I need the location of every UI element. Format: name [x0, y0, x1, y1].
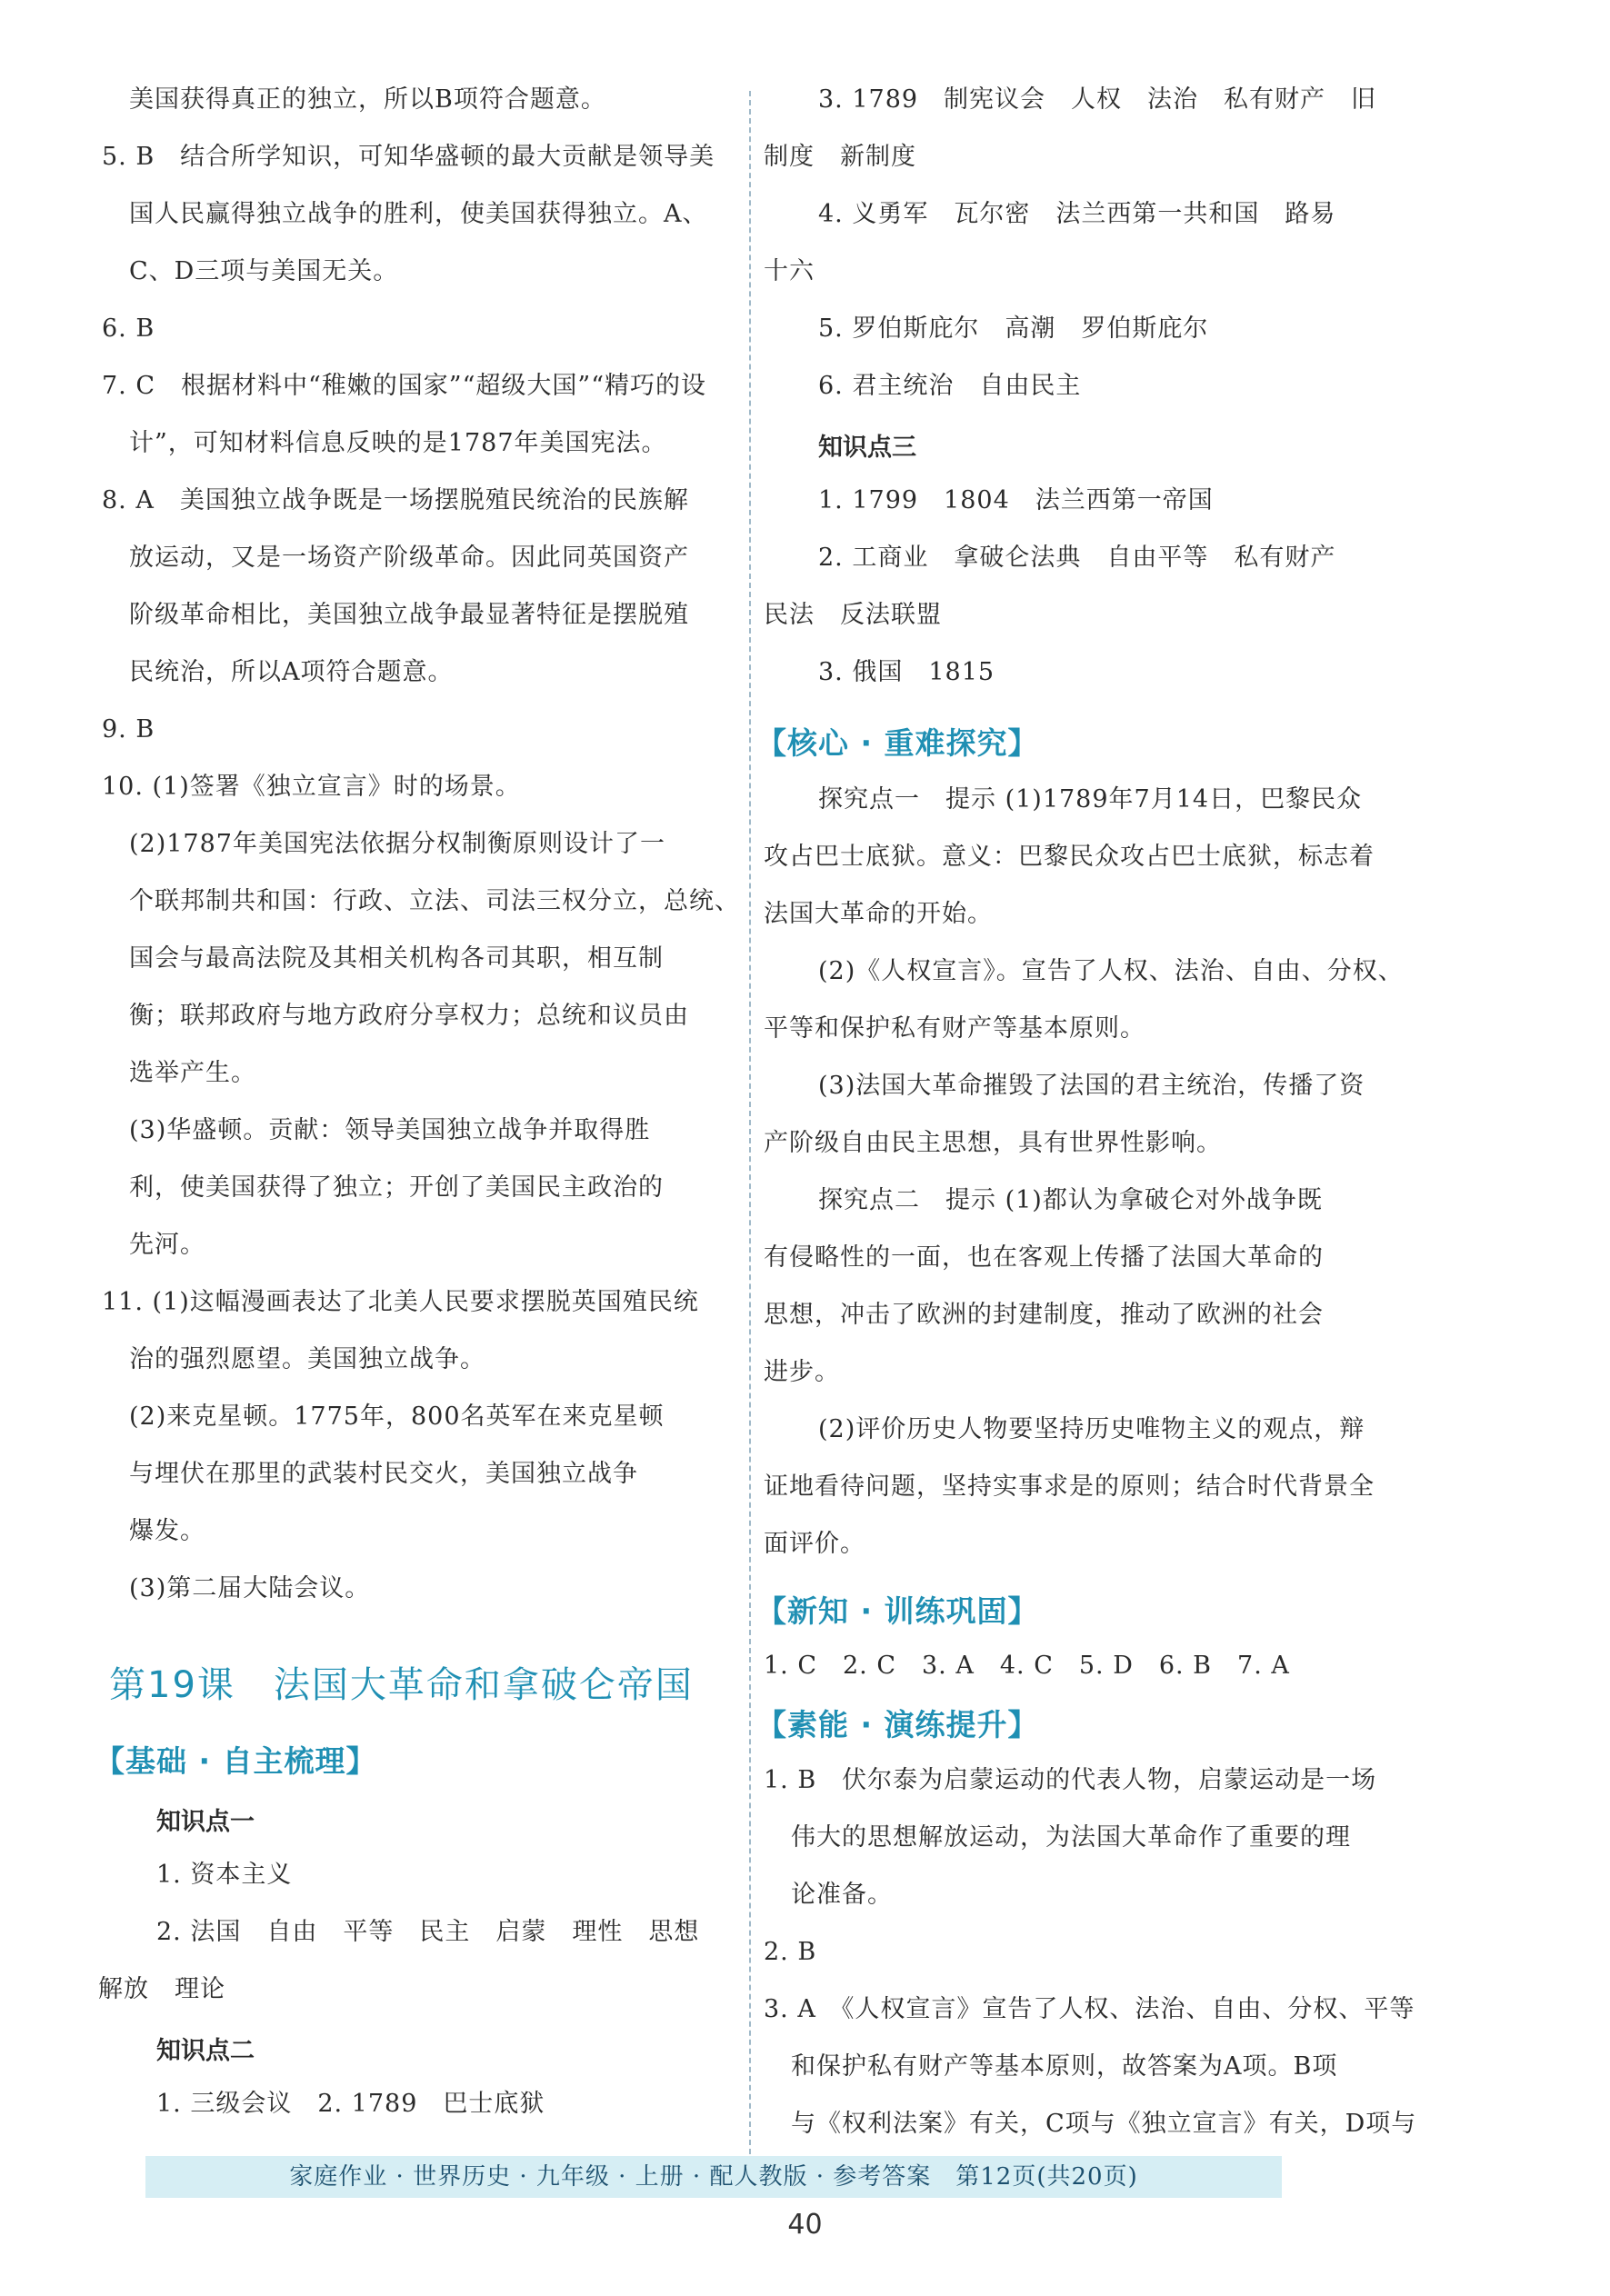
answer-line: 攻占巴士底狱。意义：巴黎民众攻占巴士底狱，标志着 — [764, 843, 1375, 871]
answer-line: 阶级革命相比，美国独立战争最显著特征是摆脱殖 — [129, 601, 689, 629]
answer-line: 论准备。 — [791, 1881, 893, 1909]
answer-line: 与《权利法案》有关，C项与《独立宣言》有关，D项与 — [791, 2110, 1417, 2138]
answer-line: 民法 反法联盟 — [764, 601, 942, 629]
answer-line: 2. 工商业 拿破仑法典 自由平等 私有财产 — [818, 544, 1336, 572]
answer-line: 思想，冲击了欧洲的封建制度，推动了欧洲的社会 — [764, 1301, 1324, 1329]
answer-line: 4. 义勇军 瓦尔密 法兰西第一共和国 路易 — [818, 200, 1336, 228]
answer-line: (3)第二届大陆会议。 — [129, 1574, 371, 1602]
answer-line: 爆发。 — [129, 1517, 205, 1545]
section-new-heading: 【新知 · 训练巩固】 — [756, 1593, 1039, 1629]
answer-line: 5. 罗伯斯庇尔 高潮 罗伯斯庇尔 — [818, 314, 1209, 343]
answer-line: (2)来克星顿。1775年，800名英军在来克星顿 — [129, 1403, 665, 1431]
answer-line: 计”，可知材料信息反映的是1787年美国宪法。 — [129, 429, 667, 457]
answer-line: 伟大的思想解放运动，为法国大革命作了重要的理 — [791, 1823, 1351, 1852]
answer-line: 美国获得真正的独立，所以B项符合题意。 — [129, 85, 606, 114]
answer-1: 1. B 伏尔泰为启蒙运动的代表人物，启蒙运动是一场 — [764, 1766, 1377, 1794]
answer-line: 治的强烈愿望。美国独立战争。 — [129, 1345, 485, 1373]
lesson-title: 第19课 法国大革命和拿破仑帝国 — [109, 1664, 694, 1706]
answer-line: 证地看待问题，坚持实事求是的原则；结合时代背景全 — [764, 1472, 1375, 1501]
answer-line: 个联邦制共和国：行政、立法、司法三权分立，总统、 — [129, 887, 740, 915]
answer-line: (2)评价历史人物要坚持历史唯物主义的观点，辩 — [818, 1415, 1365, 1443]
explore-point-2: 探究点二 提示 (1)都认为拿破仑对外战争既 — [818, 1186, 1323, 1214]
answer-7: 7. C 根据材料中“稚嫩的国家”“超级大国”“精巧的设 — [102, 372, 707, 400]
answer-line: (2)《人权宣言》。宣告了人权、法治、自由、分权、 — [818, 957, 1404, 985]
page-number: 40 — [787, 2209, 823, 2241]
answer-line: 2. 法国 自由 平等 民主 启蒙 理性 思想 — [156, 1918, 700, 1946]
answer-line: 1. 1799 1804 法兰西第一帝国 — [818, 486, 1214, 514]
answer-line: 衡；联邦政府与地方政府分享权力；总统和议员由 — [129, 1002, 689, 1030]
answer-line: 法国大革命的开始。 — [764, 900, 993, 928]
answer-line: 1. 资本主义 — [156, 1861, 293, 1889]
answer-line: 3. 俄国 1815 — [818, 658, 995, 686]
answer-8: 8. A 美国独立战争既是一场摆脱殖民统治的民族解 — [102, 486, 689, 514]
section-core-heading: 【核心 · 重难探究】 — [756, 725, 1039, 761]
answer-line: (3)华盛顿。贡献：领导美国独立战争并取得胜 — [129, 1116, 651, 1144]
knowledge-point-2: 知识点二 — [156, 2037, 255, 2065]
answer-2: 2. B — [764, 1938, 817, 1966]
answer-line: 先河。 — [129, 1231, 205, 1259]
answer-line: 产阶级自由民主思想，具有世界性影响。 — [764, 1129, 1222, 1157]
answer-line: 3. 1789 制宪议会 人权 法治 私有财产 旧 — [818, 85, 1377, 114]
choice-answers: 1. C 2. C 3. A 4. C 5. D 6. B 7. A — [764, 1652, 1290, 1680]
answer-line: 放运动，又是一场资产阶级革命。因此同英国资产 — [129, 544, 689, 572]
knowledge-point-3: 知识点三 — [818, 434, 916, 462]
explore-point-1: 探究点一 提示 (1)1789年7月14日，巴黎民众 — [818, 785, 1363, 814]
answer-line: 制度 新制度 — [764, 143, 916, 171]
answer-line: 和保护私有财产等基本原则，故答案为A项。B项 — [791, 2052, 1338, 2081]
answer-line: 1. 三级会议 2. 1789 巴士底狱 — [156, 2090, 545, 2118]
answer-line: 进步。 — [764, 1358, 840, 1386]
answer-line: 6. 君主统治 自由民主 — [818, 372, 1082, 400]
section-basic-heading: 【基础 · 自主梳理】 — [95, 1743, 377, 1779]
column-divider — [749, 91, 751, 2154]
section-skill-heading: 【素能 · 演练提升】 — [756, 1707, 1039, 1742]
answer-line: 十六 — [764, 257, 815, 285]
answer-line: 选举产生。 — [129, 1059, 256, 1087]
page-footer: 家庭作业 · 世界历史 · 九年级 · 上册 · 配人教版 · 参考答案 第12页(共20页) — [145, 2156, 1282, 2198]
answer-11: 11. (1)这幅漫画表达了北美人民要求摆脱英国殖民统 — [102, 1288, 699, 1316]
answer-line: 有侵略性的一面，也在客观上传播了法国大革命的 — [764, 1243, 1324, 1272]
answer-line: (3)法国大革命摧毁了法国的君主统治，传播了资 — [818, 1072, 1365, 1100]
knowledge-point-1: 知识点一 — [156, 1808, 255, 1836]
answer-line: 利，使美国获得了独立；开创了美国民主政治的 — [129, 1173, 664, 1202]
answer-line: 与埋伏在那里的武装村民交火，美国独立战争 — [129, 1460, 638, 1488]
answer-line: 国会与最高法院及其相关机构各司其职，相互制 — [129, 944, 664, 973]
answer-line: 民统治，所以A项符合题意。 — [129, 658, 454, 686]
answer-line: 解放 理论 — [98, 1975, 225, 2003]
answer-line: 面评价。 — [764, 1530, 865, 1558]
answer-6: 6. B — [102, 314, 155, 343]
answer-5: 5. B 结合所学知识，可知华盛顿的最大贡献是领导美 — [102, 143, 715, 171]
answer-line: 国人民赢得独立战争的胜利，使美国获得独立。A、 — [129, 200, 708, 228]
answer-line: (2)1787年美国宪法依据分权制衡原则设计了一 — [129, 830, 665, 858]
answer-line: C、D三项与美国无关。 — [129, 257, 399, 285]
answer-line: 平等和保护私有财产等基本原则。 — [764, 1014, 1145, 1043]
answer-9: 9. B — [102, 715, 155, 744]
answer-3: 3. A 《人权宣言》宣告了人权、法治、自由、分权、平等 — [764, 1995, 1415, 2023]
answer-10: 10. (1)签署《独立宣言》时的场景。 — [102, 773, 521, 801]
